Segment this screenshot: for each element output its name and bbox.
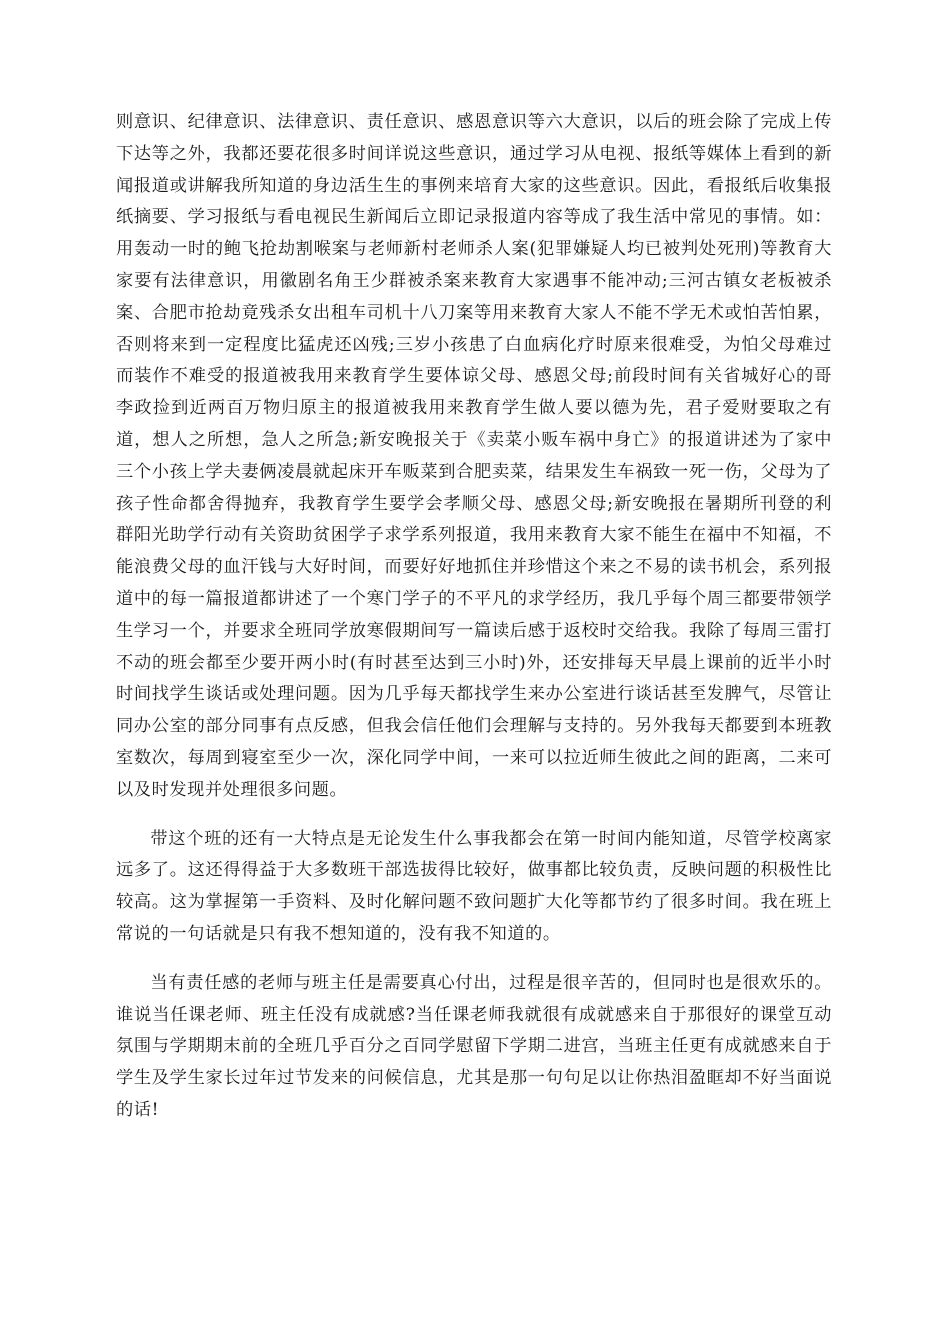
- document-body: [116, 107, 832, 1127]
- paragraph-3: 当有责任感的老师与班主任是需要真心付出，过程是很辛苦的，但同时也是很欢乐的。谁说当任课老师、班主任没有成就感?当任课老师我就很有成就感来自于那很好的课堂互动氛围与学期期末前的全班几乎百分之百同学慰留下学期二进宫，当班主任更有成就感来自于学生及学生家长过年过节发来的问候信息，尤其是那一句句足以让你热泪盈眶却不好当面说的话!: [116, 972, 832, 1120]
- paragraph-1: 则意识、纪律意识、法律意识、责任意识、感恩意识等六大意识，以后的班会除了完成上传下达等之外，我都还要花很多时间详说这些意识，通过学习从电视、报纸等媒体上看到的新闻报道或讲解我所知道的身边活生生的事例来培育大家的这些意识。因此，看报纸后收集报纸摘要、学习报纸与看电视民生新闻后立即记录报道内容等成了我生活中常见的事情。如：用轰动一时的鲍飞抢劫割喉案与老师新村老师杀人案(犯罪嫌疑人均已被判处死刑)等教育大家要有法律意识，用徽剧名角王少群被杀案来教育大家遇事不能冲动;三河古镇女老板被杀案、合肥市抢劫竟残杀女出租车司机十八刀案等用来教育大家人不能不学无术或怕苦怕累，否则将来到一定程度比猛虎还凶残;三岁小孩患了白血病化疗时原来很难受，为怕父母难过而装作不难受的报道被我用来教育学生要体谅父母、感恩父母;前段时间有关省城好心的哥李政捡到近两百万物归原主的报道被我用来教育学生做人要以德为先，君子爱财要取之有道，想人之所想，急人之所急;新安晚报关于《卖菜小贩车祸中身亡》的报道讲述为了家中三个小孩上学夫妻俩凌晨就起床开车贩菜到合肥卖菜，结果发生车祸致一死一伤，父母为了孩子性命都舍得抛弃，我教育学生要学会孝顺父母、感恩父母;新安晚报在暑期所刊登的利群阳光助学行动有关资助贫困学子求学系列报道，我用来教育大家不能生在福中不知福，不能浪费父母的血汗钱与大好时间，而要好好地抓住并珍惜这个来之不易的读书机会，系列报道中的每一篇报道都讲述了一个寒门学子的不平凡的求学经历，我几乎每个周三都要带领学生学习一个，并要求全班同学放寒假期间写一篇读后感于返校时交给我。我除了每周三雷打不动的班会都至少要开两小时(有时甚至达到三小时)外，还安排每天早晨上课前的近半小时时间找学生谈话或处理问题。因为几乎每天都找学生来办公室进行谈话甚至发脾气，尽管让同办公室的部分同事有点反感，但我会信任他们会理解与支持的。另外我每天都要到本班教室数次，每周到寝室至少一次，深化同学中间，一来可以拉近师生彼此之间的距离，二来可以及时发现并处理很多问题。: [116, 112, 832, 800]
- paragraph-2: 带这个班的还有一大特点是无论发生什么事我都会在第一时间内能知道，尽管学校离家远多了。这还得得益于大多数班干部选拔得比较好，做事都比较负责，反映问题的积极性比较高。这为掌握第一手资料、及时化解问题不致问题扩大化等都节约了很多时间。我在班上常说的一句话就是只有我不想知道的，没有我不知道的。: [116, 828, 832, 944]
